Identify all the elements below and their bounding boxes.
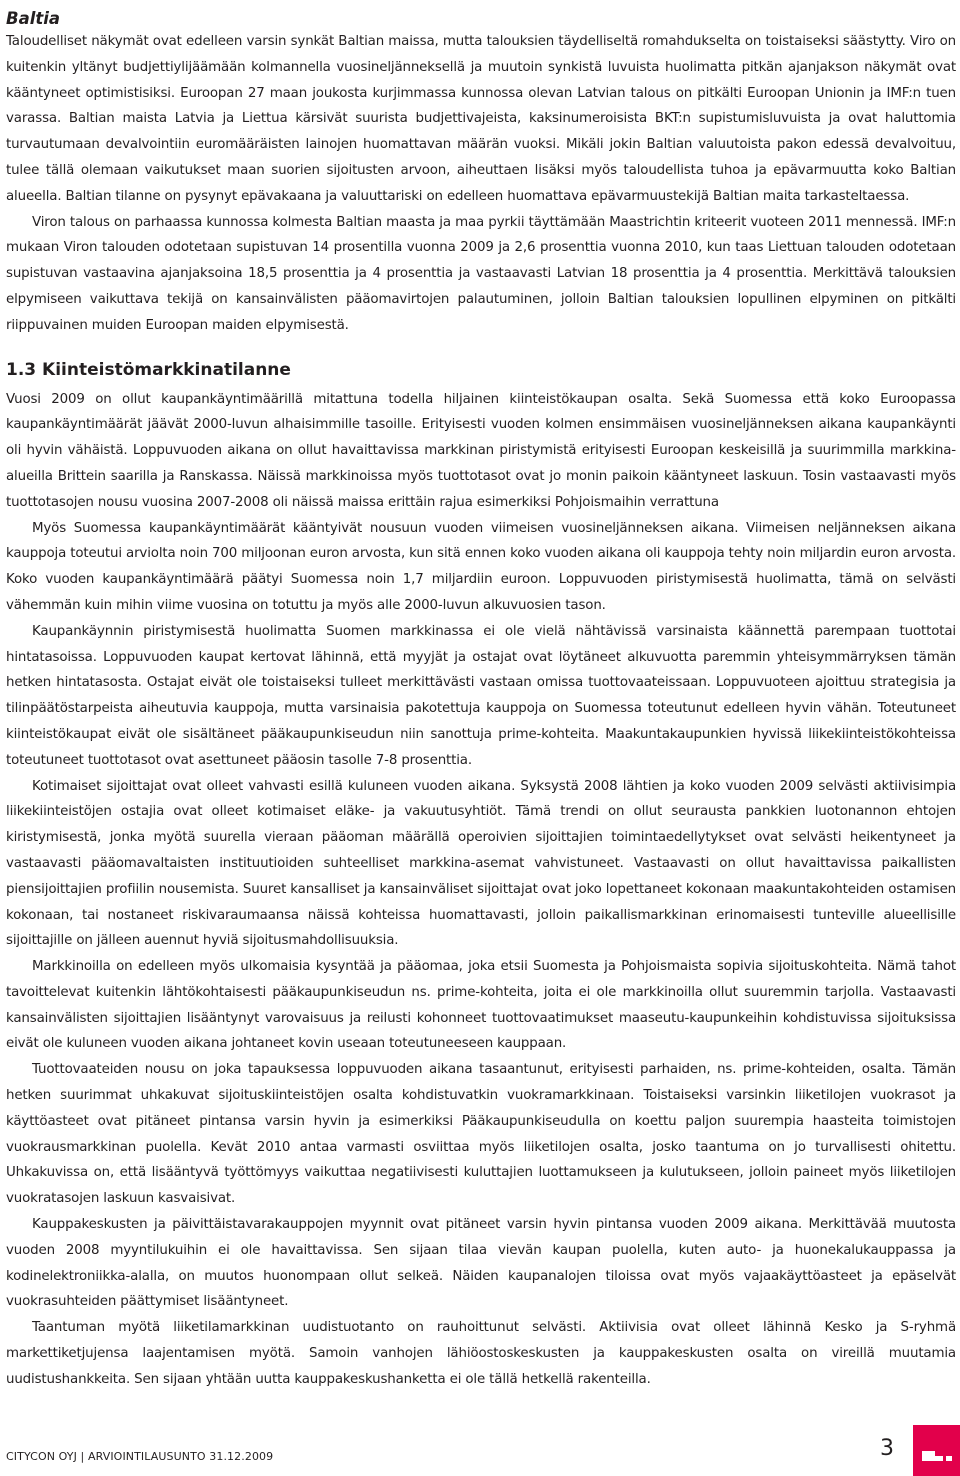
section-heading-market: 1.3 Kiinteistömarkkinatilanne (6, 359, 291, 380)
paragraph-market-7: Kauppakeskusten ja päivittäistavarakauppojen myynnit ovat pitäneet varsin hyvin pintansa vuoden 2009 aikana. Merkittävää muutosta vuoden 2008 myyntilukuihin ei ole havaittavissa. Sen sijaan tilaa vievän kaupan puolella, kuten auto- ja huonekalukauppassa ja kodinelektroniikka-alalla, on muutos huonompaan ollut selkeä. Näiden kaupanalojen tiloissa ovat myös vajaakäyttöasteet ja epäselvät vuokrasuhteiden päättymiset lisääntyneet. (6, 1217, 956, 1310)
paragraph-market-1: Vuosi 2009 on ollut kaupankäyntimäärillä mitattuna todella hiljainen kiinteistökaupan osalta. Sekä Suomessa että koko Euroopassa kaupankäyntimäärät jäävät 2000-luvun alhaisimmille tasoille. Erityisesti vuoden kolmen ensimmäisen vuosineljänneksen aikana kaupankäynti oli hyvin vähäistä. Loppuvuoden aikana on ollut havaittavissa markkinan piristymistä erityisesti Euroopan keskeisillä ja suurimmilla markkina-alueilla Brittein saarilla ja Ranskassa. Näissä markkinoissa myös tuottotasot ovat jo monin paikoin kääntyneet laskuun. Tosin vastaavasti myös tuottotasojen nousu vuosina 2007-2008 oli näissä maissa erittäin rajua esimerkiksi Pohjoismaihin verrattuna (6, 391, 956, 510)
paragraph-market-2: Myös Suomessa kaupankäyntimäärät kääntyivät nousuun vuoden viimeisen vuosineljänneksen aikana. Viimeisen neljänneksen aikana kauppoja toteutui arviolta noin 700 miljoonan euron arvosta, kun sitä ennen koko vuoden aikana oli kauppoja tehty noin miljardin euron arvosta. Koko vuoden kaupankäyntimäärä päätyi Suomessa noin 1,7 miljardiin euroon. Loppuvuoden piristymisestä huolimatta, tämä on selvästi vähemmän kuin mihin viime vuosina on totuttu ja myös alle 2000-luvun alkuvuosien tason. (6, 520, 956, 613)
page-number: 3 (880, 1436, 894, 1461)
section-heading-baltia: Baltia (6, 9, 61, 28)
paragraph-market-5: Markkinoilla on edelleen myös ulkomaisia kysyntää ja pääomaa, joka etsii Suomesta ja Pohjoismaista sopivia sijoituskohteita. Nämä tahot tavoittelevat kuitenkin lähtökohtaisesti pääkaupunkiseudun ns. prime-kohteita, joita ei ole markkinoilla ollut suuremmin tarjolla. Vastaavasti kansainvälisten sijoittajien lisääntynyt varovaisuus ja reilusti kohonneet tuottovaatimukset maaseutu-kaupunkeihin kohdistuvissa sijoituksissa eivät ole kuluneen vuoden aikana johtaneet kovin useaan toteutuneeseen kauppaan. (6, 959, 956, 1052)
paragraph-baltia-1: Taloudelliset näkymät ovat edelleen varsin synkät Baltian maissa, mutta talouksien täydelliseltä romahdukselta on toistaiseksi säästytty. Viro on kuitenkin yltänyt budjettiylijäämään kolmannella vuosineljänneksellä ja muutoin synkistä luvuista huolimatta pitkän ajanjakson näkymät ovat kääntyneet optimistisiksi. Euroopan 27 maan joukosta kurjimmassa kunnossa olevan Latvian talous on pitkälti Euroopan Unionin ja IMF:n tuen varassa. Baltian maista Latvia ja Liettua kärsivät suurista budjettivajeista, kaksinumeroisista BKT:n supistumisluvuista ja ovat haluttomia turvautumaan devalvointiin euromääräisten lainojen huomattavan määrän vuoksi. Mikäli jokin Baltian valuutoista pakon edessä devalvoituu, tulee tällä olemaan vaikutukset maan suorien sijoitusten arvoon, aiheuttaen lisäksi myös taloudellista tuhoa ja epävarmuutta koko Baltian alueella. Baltian tilanne on pysynyt epävakaana ja valuuttariski on edelleen huomattava epävarmuustekijä Baltian maita tarkasteltaessa. (6, 34, 956, 204)
paragraph-baltia-2: Viron talous on parhaassa kunnossa kolmesta Baltian maasta ja maa pyrkii täyttämään Maastrichtin kriteerit vuoteen 2011 mennessä. IMF:n mukaan Viron talouden odotetaan supistuvan 14 prosentilla vuonna 2009 ja 2,6 prosenttia vuonna 2010, kun taas Liettuan talouden odotetaan supistuvan vastaavina ajanjaksoina 18,5 prosenttia ja 4 prosenttia ja vastaavasti Latvian 18 prosenttia ja 4 prosenttia. Merkittävä talouksien elpymiseen vaikuttava tekijä on kansainvälisten pääomavirtojen palautuminen, jolloin Baltian talouksien lopullinen elpyminen on pitkälti riippuvainen muiden Euroopan maiden elpymisestä. (6, 214, 956, 333)
paragraph-market-3: Kaupankäynnin piristymisestä huolimatta Suomen markkinassa ei ole vielä nähtävissä varsinaista käännettä parempaan tuottotai hintatasoissa. Loppuvuoden kaupat kertovat lähinnä, että myyjät ja ostajat ovat löytäneet alkuvuotta paremmin yhteisymmärryksen tämän hetken hintatasosta. Ostajat eivät ole toistaiseksi tulleet merkittävästi vastaan omissa tuottovaateissaan. Loppuvuoteen ajoittuu strategisia ja tilinpäätöstarpeista aiheutuvia kauppoja, mutta varsinaisia pakotettuja kauppoja on Suomessa toteutunut edelleen hyvin vähän. Toteutuneet kiinteistökaupat eivät ole sisältäneet pääkaupunkiseudun niin sanottuja prime-kohteita. Maakuntakaupunkien hyvissä liikekiinteistökohteissa toteutuneet tuottotasot ovat asettuneet pääosin tasolle 7-8 prosenttia. (6, 623, 956, 768)
footer-company-report: CITYCON OYJ | ARVIOINTILAUSUNTO 31.12.2009 (6, 1450, 274, 1463)
paragraph-market-8: Taantuman myötä liiketilamarkkinan uudistuotanto on rauhoittunut selvästi. Aktiivisia ovat olleet lähinnä Kesko ja S-ryhmä markettiketjujensa laajentamisen myötä. Samoin vanhojen lähiöostoskeskusten ja kauppakeskusten osalta on vireillä muutamia uudistushankkeita. Sen sijaan yhtään uutta kauppakeskushanketta ei ole tällä hetkellä rakenteilla. (6, 1320, 956, 1387)
paragraph-market-4: Kotimaiset sijoittajat ovat olleet vahvasti esillä kuluneen vuoden aikana. Syksystä 2008 lähtien ja koko vuoden 2009 selvästi aktiivisimpia liikekiinteistöjen ostajia ovat olleet kotimaiset eläke- ja vakuutusyhtiöt. Tämä trendi on ollut seurausta pankkien luotonannon ehtojen kiristymisestä, jonka myötä suurella vieraan pääoman määrällä operoivien sijoittajien toimintaedellytykset ovat selvästi heikentyneet ja vastaavasti pääomavaltaisten instituutioiden suhteelliset markkina-asemat vahvistuneet. Vastaavasti on ollut havaittavissa paikallisten piensijoittajien profiilin nousemista. Suuret kansalliset ja kansainväliset sijoittajat ovat joko lopettaneet kokonaan maakuntakohteiden ostamisen kokonaan, tai nostaneet riskivaraumaansa näissä kohteissa huomattavasti, jolloin paikallismarkkinan erinomaisesti tunteville alueellisille sijoittajille on jälleen auennut hyviä sijoitusmahdollisuuksia. (6, 778, 956, 949)
document-page (6, 0, 956, 1393)
citycon-logo-icon (913, 1425, 960, 1476)
paragraph-market-6: Tuottovaateiden nousu on joka tapauksessa loppuvuoden aikana tasaantunut, erityisesti parhaiden, ns. prime-kohteiden, osalta. Tämän hetken suurimmat uhkakuvat sijoituskiinteistöjen osalta kohdistuvatkin vuokramarkkinaan. Toistaiseksi varsinkin liiketilojen vuokrasot ja käyttöasteet ovat pitäneet pintansa varsin hyvin ja esimerkiksi Pääkaupunkiseudulla on koettu paljon suurempia haasteita toimistojen vuokrausmarkkinan puolella. Kevät 2010 antaa varmasti osviittaa myös liiketilojen osalta, josko taantuma on jo turvallisesti ohitettu. Uhkakuvissa on, että lisääntyvä työttömyys vaikuttaa negatiivisesti kuluttajien luottamukseen ja kulutukseen, jolloin paineet myös liiketilojen vuokratasojen laskuun kasvaisivat. (6, 1062, 956, 1207)
